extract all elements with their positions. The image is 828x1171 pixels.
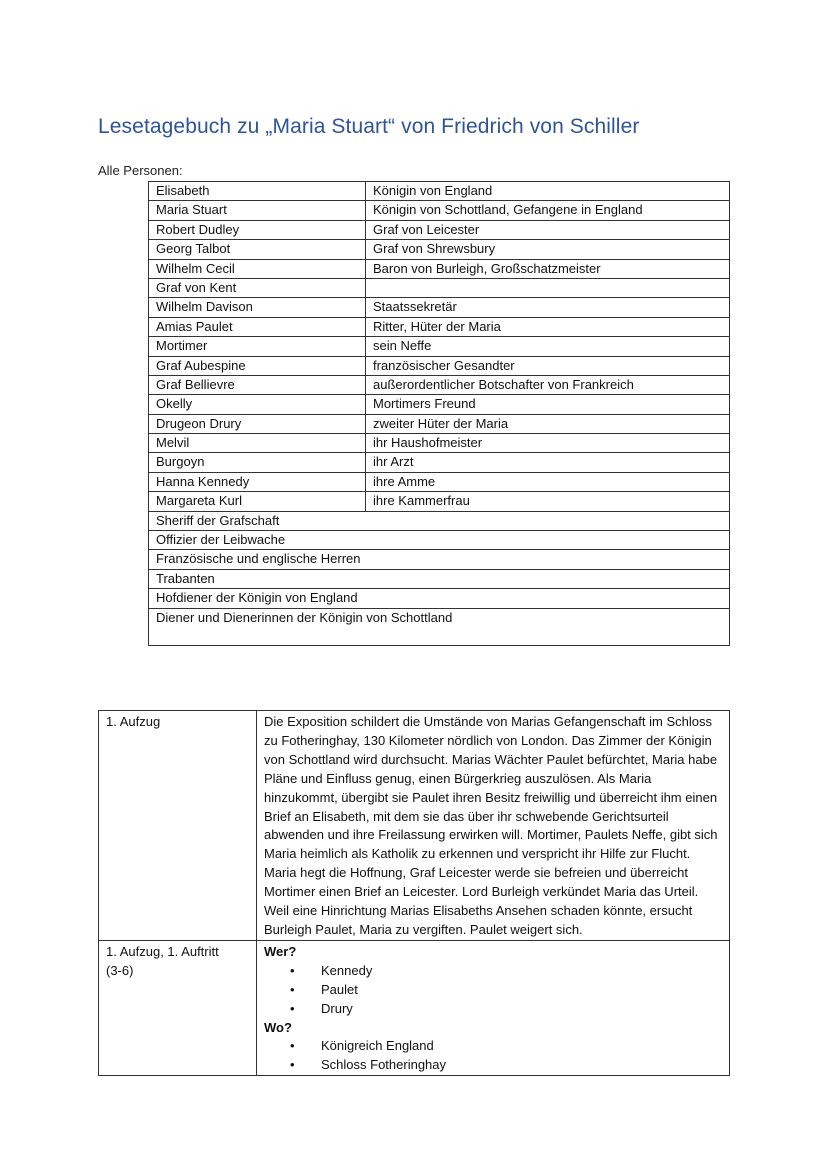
person-row: [149, 182, 730, 201]
person-row: [149, 317, 730, 336]
bullet-icon: •: [290, 1038, 295, 1054]
scene-details: [257, 940, 730, 1075]
where-item-text: Königreich England: [321, 1038, 434, 1054]
act-summary: Die Exposition schildert die Umstände von Marias Gefangenschaft im Schloss zu Fotheringhay, 130 Kilometer nördlich von London. Das Zimmer der Königin von Schottland wird durchsucht. Marias Wächter Paulet befürchtet, Maria habe Pläne und Einfluss genug, einen Bürgerkrieg auszulösen. Als Maria hinzukommt, übergibt sie Paulet ihren Besitz freiwillig und überreicht ihm einen Brief an Elisabeth, mit dem sie das über ihr schwebende Gerichtsurteil abwenden und ihre Freilassung erwirken will. Mortimer, Paulets Neffe, gibt sich Maria heimlich als Katholik zu erkennen und verspricht ihr Hilfe zur Flucht. Maria hegt die Hoffnung, Graf Leicester werde sie befreien und überreicht Mortimer einen Brief an Leicester. Lord Burleigh verkündet Maria das Urteil. Weil eine Hinrichtung Marias Elisabeths Ansehen schaden könnte, ersucht Burleigh Paulet, Maria zu vergiften. Paulet weigert sich.: [257, 711, 730, 941]
person-name: Mortimer: [149, 337, 366, 356]
bullet-icon: •: [290, 962, 295, 978]
person-role: Königin von England: [366, 182, 730, 201]
person-row: [149, 220, 730, 239]
group-row: [149, 550, 730, 569]
person-role: sein Neffe: [366, 337, 730, 356]
person-name: Graf von Kent: [149, 278, 366, 297]
who-heading: Wer?: [264, 943, 297, 959]
person-role: zweiter Hüter der Maria: [366, 414, 730, 433]
persons-label: Alle Personen:: [98, 163, 183, 178]
act-row: [99, 711, 730, 941]
group-row: [149, 511, 730, 530]
who-item-text: Drury: [321, 1000, 353, 1016]
person-row: [149, 492, 730, 511]
person-role: Graf von Leicester: [366, 220, 730, 239]
acts-table: [98, 710, 730, 1076]
person-row: [149, 434, 730, 453]
person-name: Graf Bellievre: [149, 375, 366, 394]
person-role: Baron von Burleigh, Großschatzmeister: [366, 259, 730, 278]
group-name: Diener und Dienerinnen der Königin von Schottland: [149, 608, 730, 645]
bullet-icon: •: [290, 1057, 295, 1073]
person-role: Königin von Schottland, Gefangene in England: [366, 201, 730, 220]
bullet-icon: •: [290, 981, 295, 997]
persons-table: [148, 181, 730, 646]
group-row: [149, 531, 730, 550]
person-row: [149, 472, 730, 491]
act-label: 1. Aufzug: [99, 711, 257, 941]
person-name: Amias Paulet: [149, 317, 366, 336]
person-row: [149, 375, 730, 394]
person-name: Okelly: [149, 395, 366, 414]
who-item: [264, 981, 722, 1000]
person-row: [149, 356, 730, 375]
who-list: [264, 962, 722, 1019]
person-name: Margareta Kurl: [149, 492, 366, 511]
person-role: Mortimers Freund: [366, 395, 730, 414]
person-role: Staatssekretär: [366, 298, 730, 317]
person-role: ihre Kammerfrau: [366, 492, 730, 511]
person-role: ihre Amme: [366, 472, 730, 491]
person-role: Ritter, Hüter der Maria: [366, 317, 730, 336]
group-name: Französische und englische Herren: [149, 550, 730, 569]
who-item-text: Kennedy: [321, 962, 373, 978]
person-name: Melvil: [149, 434, 366, 453]
person-name: Wilhelm Davison: [149, 298, 366, 317]
person-name: Drugeon Drury: [149, 414, 366, 433]
person-row: [149, 395, 730, 414]
who-item-text: Paulet: [321, 981, 358, 997]
person-name: Burgoyn: [149, 453, 366, 472]
person-name: Georg Talbot: [149, 240, 366, 259]
person-row: [149, 201, 730, 220]
person-name: Wilhelm Cecil: [149, 259, 366, 278]
document-title: Lesetagebuch zu „Maria Stuart“ von Friedrich von Schiller: [98, 115, 640, 138]
where-list: [264, 1037, 722, 1075]
scene-row: [99, 940, 730, 1075]
scene-label-range: (3-6): [106, 962, 134, 978]
scene-label: [99, 940, 257, 1075]
group-row: [149, 608, 730, 645]
person-row: [149, 298, 730, 317]
person-row: [149, 414, 730, 433]
group-name: Sheriff der Grafschaft: [149, 511, 730, 530]
person-role: außerordentlicher Botschafter von Frankreich: [366, 375, 730, 394]
where-item: [264, 1037, 722, 1056]
person-row: [149, 453, 730, 472]
group-row: [149, 589, 730, 608]
person-role: ihr Haushofmeister: [366, 434, 730, 453]
group-name: Offizier der Leibwache: [149, 531, 730, 550]
where-item-text: Schloss Fotheringhay: [321, 1057, 447, 1073]
person-name: Maria Stuart: [149, 201, 366, 220]
group-name: Hofdiener der Königin von England: [149, 589, 730, 608]
person-role: ihr Arzt: [366, 453, 730, 472]
person-row: [149, 240, 730, 259]
person-name: Robert Dudley: [149, 220, 366, 239]
person-row: [149, 278, 730, 297]
person-name: Graf Aubespine: [149, 356, 366, 375]
person-name: Hanna Kennedy: [149, 472, 366, 491]
person-row: [149, 259, 730, 278]
person-name: Elisabeth: [149, 182, 366, 201]
where-heading: Wo?: [264, 1019, 292, 1035]
scene-label-line: 1. Aufzug, 1. Auftritt: [106, 943, 219, 959]
bullet-icon: •: [290, 1000, 295, 1016]
person-role: [366, 278, 730, 297]
who-item: [264, 962, 722, 981]
person-role: französischer Gesandter: [366, 356, 730, 375]
person-role: Graf von Shrewsbury: [366, 240, 730, 259]
person-row: [149, 337, 730, 356]
where-item: [264, 1056, 722, 1075]
group-name: Trabanten: [149, 569, 730, 588]
who-item: [264, 1000, 722, 1019]
group-row: [149, 569, 730, 588]
